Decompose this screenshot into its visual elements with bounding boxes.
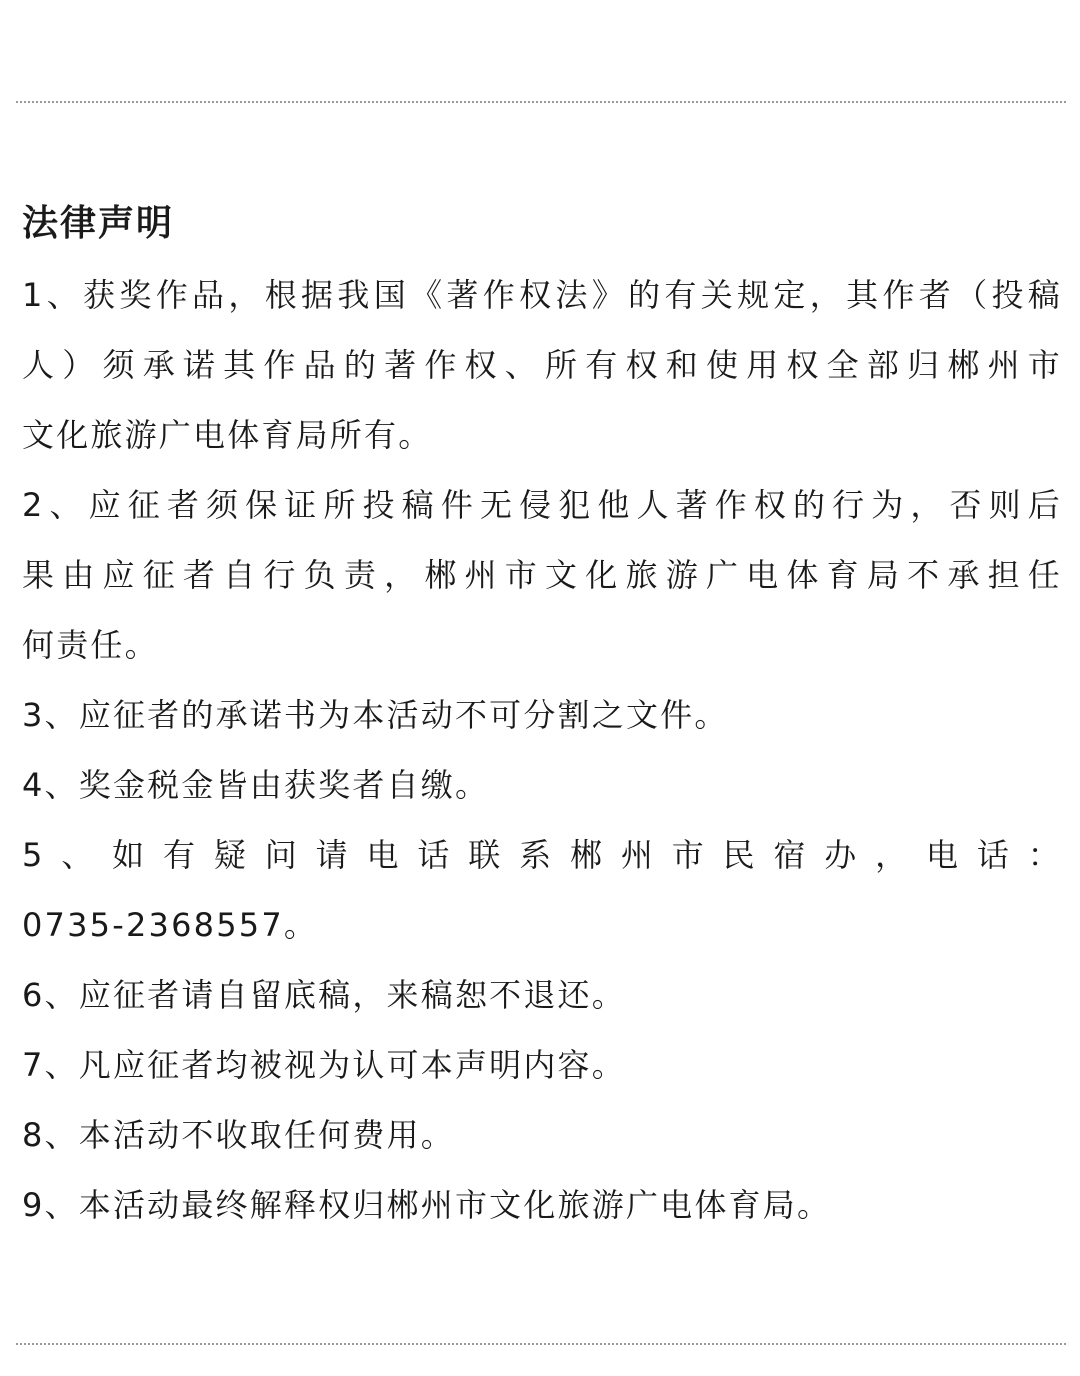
legal-statement-content [22, 188, 1062, 1240]
clause-4-line-1: 4、奖金税金皆由获奖者自缴。 [22, 766, 490, 804]
clause-8 [22, 1100, 1062, 1170]
clause-5-line-1: 5、如有疑问请电话联系郴州市民宿办，电话： [22, 836, 1062, 874]
clause-1 [22, 260, 1062, 470]
clause-9 [22, 1170, 1062, 1240]
clause-7-line-1: 7、凡应征者均被视为认可本声明内容。 [22, 1046, 626, 1084]
clause-3 [22, 680, 1062, 750]
clause-7 [22, 1030, 1062, 1100]
clause-5-phone: 0735-2368557。 [22, 906, 319, 944]
clause-5 [22, 820, 1062, 960]
clause-2-line-1: 2、应征者须保证所投稿件无侵犯他人著作权的行为，否则后 [22, 486, 1062, 524]
clause-9-line-1: 9、本活动最终解释权归郴州市文化旅游广电体育局。 [22, 1186, 832, 1224]
clause-3-line-1: 3、应征者的承诺书为本活动不可分割之文件。 [22, 696, 729, 734]
clause-1-line-2: 人）须承诺其作品的著作权、所有权和使用权全部归郴州市 [22, 346, 1062, 384]
clause-2 [22, 470, 1062, 680]
clause-1-line-3: 文化旅游广电体育局所有。 [22, 416, 433, 454]
top-dotted-divider [16, 101, 1066, 103]
clause-2-line-3: 何责任。 [22, 626, 159, 664]
clause-8-line-1: 8、本活动不收取任何费用。 [22, 1116, 455, 1154]
clause-6 [22, 960, 1062, 1030]
clause-1-line-1: 1、获奖作品，根据我国《著作权法》的有关规定，其作者（投稿 [22, 276, 1062, 314]
clause-4 [22, 750, 1062, 820]
clause-6-line-1: 6、应征者请自留底稿，来稿恕不退还。 [22, 976, 626, 1014]
clause-2-line-2: 果由应征者自行负责，郴州市文化旅游广电体育局不承担任 [22, 556, 1062, 594]
section-title: 法律声明 [22, 203, 175, 244]
bottom-dotted-divider [16, 1343, 1066, 1345]
